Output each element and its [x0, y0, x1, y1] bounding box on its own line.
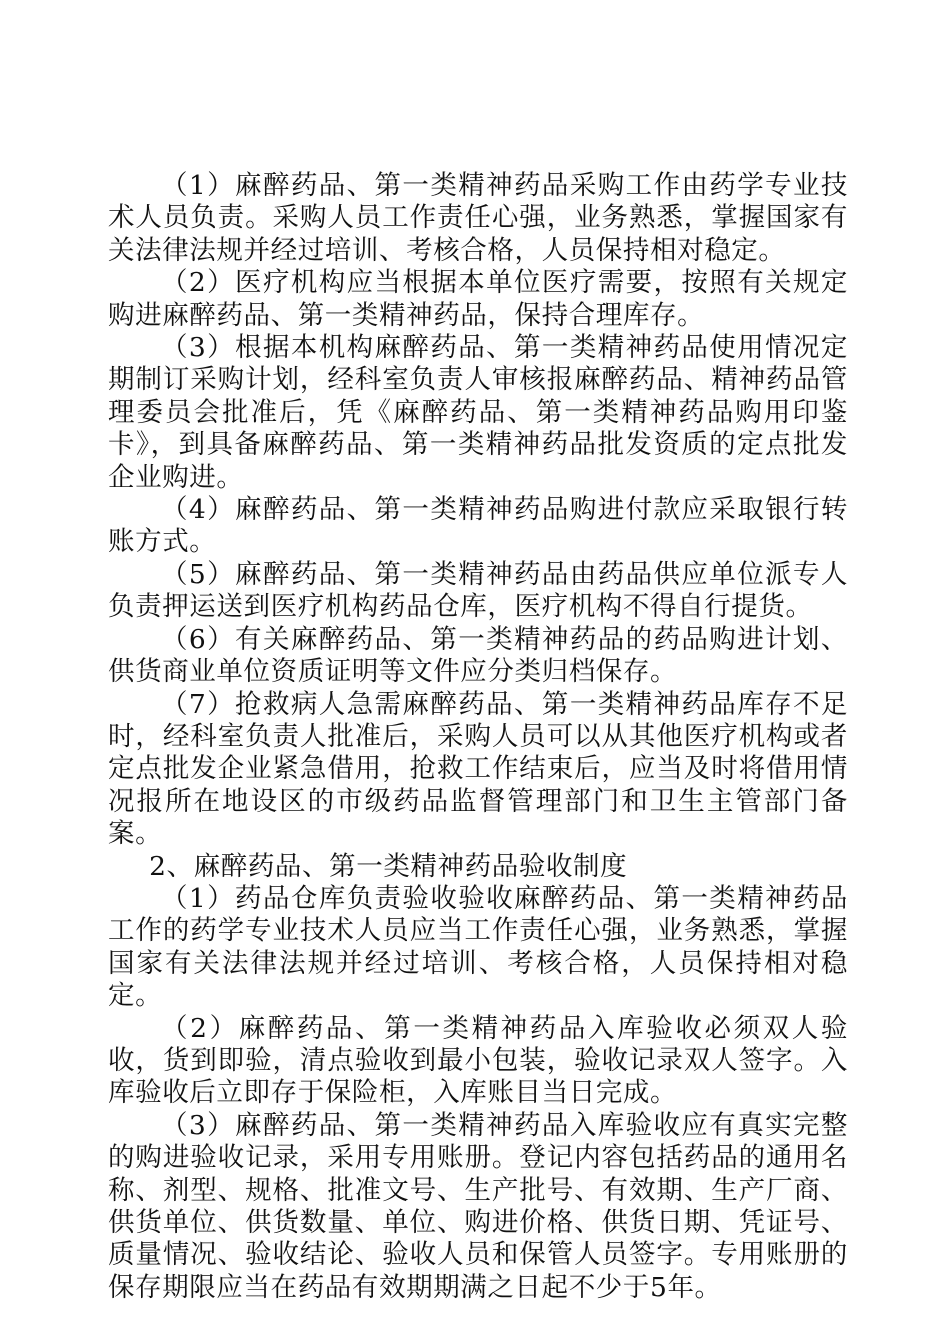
paragraph-payment-method: （4）麻醉药品、第一类精神药品购进付款应采取银行转账方式。	[108, 494, 848, 558]
paragraph-procurement-needs: （2）医疗机构应当根据本单位医疗需要，按照有关规定购进麻醉药品、第一类精神药品，保持合理库存。	[108, 267, 848, 331]
paragraph-procurement-plan: （3）根据本机构麻醉药品、第一类精神药品使用情况定期制订采购计划，经科室负责人审核报麻醉药品、精神药品管理委员会批准后，凭《麻醉药品、第一类精神药品购用印鉴卡》，到具备麻醉药品、第一类精神药品批发资质的定点批发企业购进。	[108, 332, 848, 493]
section-heading-acceptance: 2、麻醉药品、第一类精神药品验收制度	[149, 850, 628, 882]
paragraph-acceptance-staff: （1）药品仓库负责验收验收麻醉药品、第一类精神药品工作的药学专业技术人员应当工作责任心强，业务熟悉，掌握国家有关法律法规并经过培训、考核合格，人员保持相对稳定。	[108, 882, 848, 1012]
paragraph-acceptance-records: （3）麻醉药品、第一类精神药品入库验收应有真实完整的购进验收记录，采用专用账册。登记内容包括药品的通用名称、剂型、规格、批准文号、生产批号、有效期、生产厂商、供货单位、供货数量、单位、购进价格、供货日期、凭证号、质量情况、验收结论、验收人员和保管人员签字。专用账册的保存期限应当在药品有效期期满之日起不少于5年。	[108, 1109, 848, 1303]
paragraph-emergency-borrowing: （7）抢救病人急需麻醉药品、第一类精神药品库存不足时，经科室负责人批准后，采购人员可以从其他医疗机构或者定点批发企业紧急借用，抢救工作结束后，应当及时将借用情况报所在地设区的市级药品监督管理部门和卫生主管部门备案。	[108, 688, 848, 850]
paragraph-archiving: （6）有关麻醉药品、第一类精神药品的药品购进计划、供货商业单位资质证明等文件应分类归档保存。	[108, 623, 848, 688]
paragraph-dual-acceptance: （2）麻醉药品、第一类精神药品入库验收必须双人验收，货到即验，清点验收到最小包装，验收记录双人签字。入库验收后立即存于保险柜，入库账目当日完成。	[108, 1012, 848, 1109]
paragraph-procurement-staff: （1）麻醉药品、第一类精神药品采购工作由药学专业技术人员负责。采购人员工作责任心强，业务熟悉，掌握国家有关法律法规并经过培训、考核合格，人员保持相对稳定。	[108, 170, 848, 266]
document-body	[108, 170, 848, 1304]
paragraph-delivery: （5）麻醉药品、第一类精神药品由药品供应单位派专人负责押运送到医疗机构药品仓库，医疗机构不得自行提货。	[108, 558, 848, 623]
